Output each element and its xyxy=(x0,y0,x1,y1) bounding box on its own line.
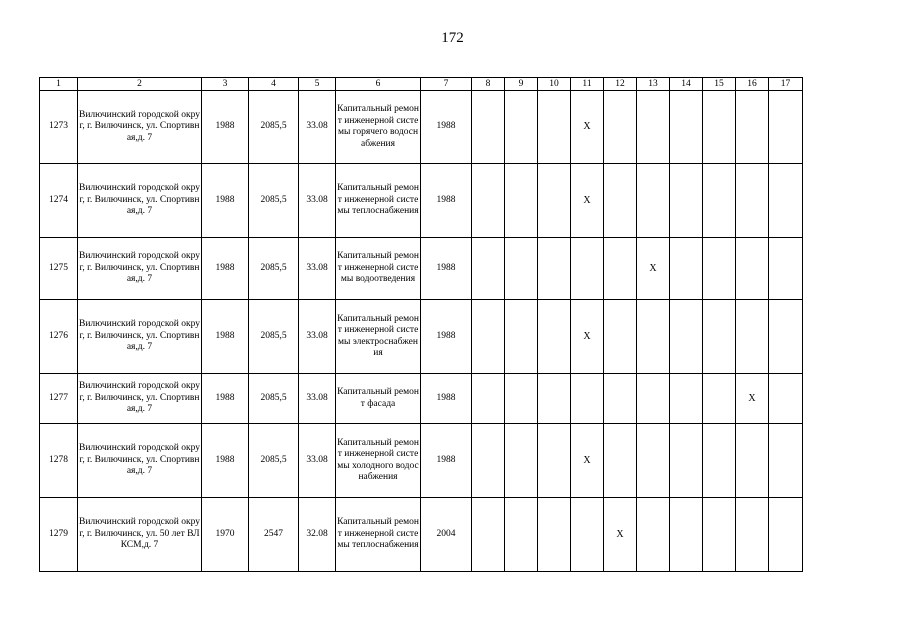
mark-cell xyxy=(736,238,769,300)
mark-cell xyxy=(703,424,736,498)
mark-cell xyxy=(736,164,769,238)
year-cell: 1988 xyxy=(202,91,249,164)
mark-cell xyxy=(472,238,505,300)
registry-table xyxy=(39,77,803,572)
mark-cell: X xyxy=(604,498,637,572)
mark-cell: X xyxy=(637,238,670,300)
area-cell: 2085,5 xyxy=(249,424,299,498)
mark-cell xyxy=(538,238,571,300)
table-row xyxy=(40,91,803,164)
mark-cell xyxy=(670,238,703,300)
area-cell: 2085,5 xyxy=(249,91,299,164)
work-cell: Капитальный ремонт инженерной системы горячего водоснабжения xyxy=(336,91,421,164)
mark-cell xyxy=(769,498,803,572)
mark-cell xyxy=(670,91,703,164)
mark-cell xyxy=(670,300,703,374)
mark-cell: X xyxy=(571,91,604,164)
mark-cell xyxy=(571,374,604,424)
mark-cell xyxy=(769,164,803,238)
mark-cell xyxy=(505,164,538,238)
column-header: 15 xyxy=(703,78,736,91)
area-cell: 2085,5 xyxy=(249,300,299,374)
table-row xyxy=(40,300,803,374)
mark-cell xyxy=(769,238,803,300)
planned-year-cell: 1988 xyxy=(421,374,472,424)
mark-cell xyxy=(736,300,769,374)
planned-year-cell: 1988 xyxy=(421,424,472,498)
mark-cell: X xyxy=(571,424,604,498)
mark-cell xyxy=(703,300,736,374)
mark-cell xyxy=(637,424,670,498)
mark-cell xyxy=(571,238,604,300)
mark-cell xyxy=(472,424,505,498)
column-header: 4 xyxy=(249,78,299,91)
table-header xyxy=(40,78,803,91)
planned-year-cell: 1988 xyxy=(421,300,472,374)
mark-cell xyxy=(472,374,505,424)
address-cell: Вилючинский городской округ, г. Вилючинск, ул. 50 лет ВЛКСМ,д. 7 xyxy=(78,498,202,572)
mark-cell xyxy=(604,300,637,374)
work-cell: Капитальный ремонт инженерной системы электроснабжения xyxy=(336,300,421,374)
planned-year-cell: 1988 xyxy=(421,238,472,300)
year-cell: 1988 xyxy=(202,238,249,300)
mark-cell xyxy=(637,300,670,374)
address-cell: Вилючинский городской округ, г. Вилючинск, ул. Спортивная,д. 7 xyxy=(78,424,202,498)
mark-cell xyxy=(472,300,505,374)
mark-cell xyxy=(637,91,670,164)
mark-cell xyxy=(505,238,538,300)
planned-year-cell: 1988 xyxy=(421,164,472,238)
row-id-cell: 1279 xyxy=(40,498,78,572)
area-cell: 2085,5 xyxy=(249,374,299,424)
column-header: 2 xyxy=(78,78,202,91)
mark-cell xyxy=(769,374,803,424)
column-header: 7 xyxy=(421,78,472,91)
mark-cell xyxy=(538,374,571,424)
code-cell: 33.08 xyxy=(299,300,336,374)
column-header: 3 xyxy=(202,78,249,91)
mark-cell xyxy=(703,374,736,424)
mark-cell xyxy=(505,91,538,164)
mark-cell xyxy=(505,498,538,572)
header-row xyxy=(40,78,803,91)
column-header: 6 xyxy=(336,78,421,91)
mark-cell xyxy=(571,498,604,572)
planned-year-cell: 2004 xyxy=(421,498,472,572)
mark-cell xyxy=(604,164,637,238)
work-cell: Капитальный ремонт инженерной системы холодного водоснабжения xyxy=(336,424,421,498)
mark-cell xyxy=(736,91,769,164)
mark-cell xyxy=(505,300,538,374)
code-cell: 33.08 xyxy=(299,424,336,498)
address-cell: Вилючинский городской округ, г. Вилючинск, ул. Спортивная,д. 7 xyxy=(78,164,202,238)
column-header: 5 xyxy=(299,78,336,91)
column-header: 12 xyxy=(604,78,637,91)
column-header: 1 xyxy=(40,78,78,91)
mark-cell xyxy=(670,424,703,498)
row-id-cell: 1278 xyxy=(40,424,78,498)
year-cell: 1988 xyxy=(202,300,249,374)
code-cell: 32.08 xyxy=(299,498,336,572)
column-header: 13 xyxy=(637,78,670,91)
year-cell: 1970 xyxy=(202,498,249,572)
code-cell: 33.08 xyxy=(299,91,336,164)
mark-cell xyxy=(703,91,736,164)
mark-cell xyxy=(670,374,703,424)
mark-cell xyxy=(538,498,571,572)
code-cell: 33.08 xyxy=(299,164,336,238)
row-id-cell: 1273 xyxy=(40,91,78,164)
mark-cell xyxy=(604,238,637,300)
table-row xyxy=(40,498,803,572)
mark-cell xyxy=(736,498,769,572)
table-row xyxy=(40,164,803,238)
mark-cell xyxy=(505,424,538,498)
column-header: 8 xyxy=(472,78,505,91)
mark-cell xyxy=(769,91,803,164)
column-header: 17 xyxy=(769,78,803,91)
row-id-cell: 1275 xyxy=(40,238,78,300)
mark-cell xyxy=(703,164,736,238)
mark-cell xyxy=(703,238,736,300)
address-cell: Вилючинский городской округ, г. Вилючинск, ул. Спортивная,д. 7 xyxy=(78,300,202,374)
planned-year-cell: 1988 xyxy=(421,91,472,164)
code-cell: 33.08 xyxy=(299,238,336,300)
mark-cell xyxy=(604,374,637,424)
column-header: 16 xyxy=(736,78,769,91)
mark-cell xyxy=(736,424,769,498)
table-row xyxy=(40,424,803,498)
mark-cell xyxy=(604,91,637,164)
area-cell: 2085,5 xyxy=(249,164,299,238)
column-header: 11 xyxy=(571,78,604,91)
work-cell: Капитальный ремонт инженерной системы водоотведения xyxy=(336,238,421,300)
address-cell: Вилючинский городской округ, г. Вилючинск, ул. Спортивная,д. 7 xyxy=(78,374,202,424)
year-cell: 1988 xyxy=(202,424,249,498)
column-header: 9 xyxy=(505,78,538,91)
column-header: 14 xyxy=(670,78,703,91)
mark-cell xyxy=(538,424,571,498)
row-id-cell: 1274 xyxy=(40,164,78,238)
mark-cell xyxy=(538,91,571,164)
mark-cell xyxy=(703,498,736,572)
mark-cell xyxy=(670,164,703,238)
mark-cell xyxy=(505,374,538,424)
year-cell: 1988 xyxy=(202,374,249,424)
column-header: 10 xyxy=(538,78,571,91)
address-cell: Вилючинский городской округ, г. Вилючинск, ул. Спортивная,д. 7 xyxy=(78,238,202,300)
mark-cell xyxy=(604,424,637,498)
page-number: 172 xyxy=(441,30,464,46)
mark-cell xyxy=(637,164,670,238)
code-cell: 33.08 xyxy=(299,374,336,424)
row-id-cell: 1277 xyxy=(40,374,78,424)
area-cell: 2085,5 xyxy=(249,238,299,300)
table-body xyxy=(40,91,803,572)
mark-cell xyxy=(472,164,505,238)
mark-cell xyxy=(637,374,670,424)
mark-cell xyxy=(472,91,505,164)
area-cell: 2547 xyxy=(249,498,299,572)
mark-cell xyxy=(538,300,571,374)
row-id-cell: 1276 xyxy=(40,300,78,374)
work-cell: Капитальный ремонт инженерной системы теплоснабжения xyxy=(336,498,421,572)
mark-cell xyxy=(538,164,571,238)
year-cell: 1988 xyxy=(202,164,249,238)
mark-cell xyxy=(670,498,703,572)
table-row xyxy=(40,238,803,300)
mark-cell: X xyxy=(736,374,769,424)
mark-cell: X xyxy=(571,300,604,374)
mark-cell xyxy=(769,424,803,498)
mark-cell: X xyxy=(571,164,604,238)
mark-cell xyxy=(637,498,670,572)
work-cell: Капитальный ремонт инженерной системы теплоснабжения xyxy=(336,164,421,238)
address-cell: Вилючинский городской округ, г. Вилючинск, ул. Спортивная,д. 7 xyxy=(78,91,202,164)
mark-cell xyxy=(769,300,803,374)
table-row xyxy=(40,374,803,424)
work-cell: Капитальный ремонт фасада xyxy=(336,374,421,424)
mark-cell xyxy=(472,498,505,572)
